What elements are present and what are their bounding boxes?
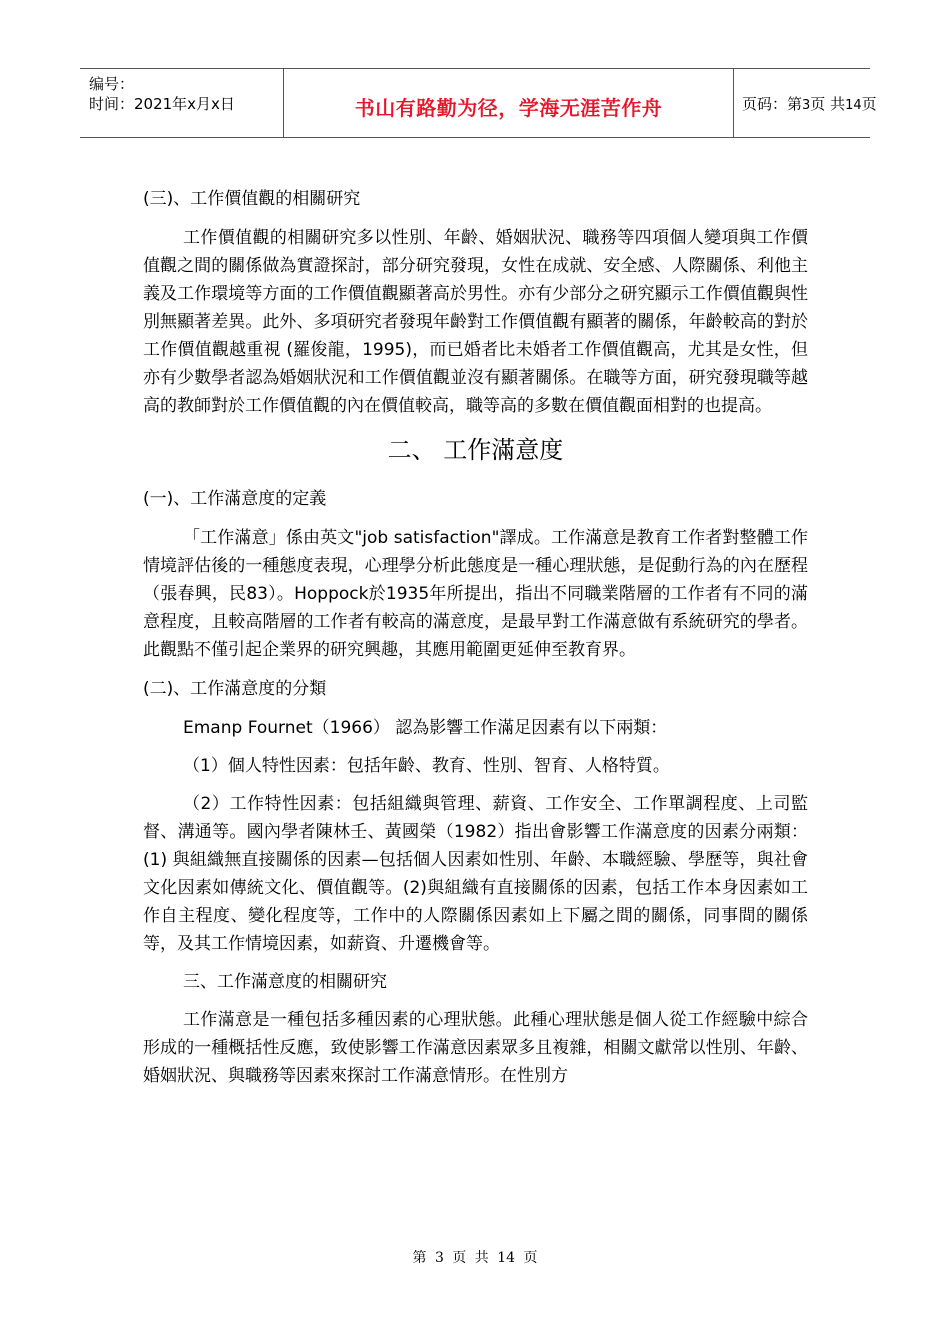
- section-title: 二、 工作滿意度: [387, 436, 564, 464]
- page-label-suffix: 页: [861, 95, 877, 113]
- paragraph: （2）工作特性因素：包括組織與管理、薪資、工作安全、工作單調程度、上司監督、溝通等。國內學者陳林壬、黃國榮（1982）指出會影響工作滿意度的因素分兩類：(1) 與組織無直接關係的因素—包括個人因素如性別、年齡、本職經驗、學歷等，與社會文化因素如傳統文化、價值觀等。(2)與組織有直接關係的因素，包括工作本身因素如工作自主程度、變化程度等，工作中的人際關係因素如上下屬之間的關係，同事間的關係等，及其工作情境因素，如薪資、升遷機會等。: [143, 794, 808, 954]
- document-body: [143, 184, 808, 1100]
- list-item: Emanp Fournet（1966） 認為影響工作滿足因素有以下兩類：: [183, 718, 668, 738]
- header-info-cell: [80, 69, 280, 137]
- paragraph: 工作價值觀的相關研究多以性別、年齡、婚姻狀況、職務等四項個人變項與工作價值觀之間的關係做為實證探討，部分研究發現，女性在成就、安全感、人際關係、利他主義及工作環境等方面的工作價值觀顯著高於男性。亦有少部分之研究顯示工作價值觀與性別無顯著差異。此外、多項研究者發現年齡對工作價值觀有顯著的關係，年齡較高的對於工作價值觀越重視 (羅俊龍，1995)，而已婚者比未婚者工作價值觀高，尤其是女性，但亦有少數學者認為婚姻狀況和工作價值觀並沒有顯著關係。在職等方面，研究發現職等越高的教師對於工作價值觀的內在價值較高，職等高的多數在價值觀面相對的也提高。: [143, 228, 808, 416]
- page-indicator: [742, 93, 877, 114]
- header-page-cell: [733, 69, 877, 137]
- subsection-heading: 三、工作滿意度的相關研究: [183, 972, 387, 992]
- paragraph: 「工作滿意」係由英文"job satisfaction"譯成。工作滿意是教育工作者對整體工作情境評估後的一種態度表現，心理學分析此態度是一種心理狀態，是促動行為的內在歷程（張春興，民83）。Hoppock於1935年所提出，指出不同職業階層的工作者有不同的滿意程度，且較高階層的工作者有較高的滿意度，是最早對工作滿意做有系統研究的學者。此觀點不僅引起企業界的研究興趣，其應用範圍更延伸至教育界。: [143, 528, 808, 660]
- number-label: 编号：: [89, 75, 135, 93]
- page-current: 3: [802, 98, 811, 113]
- time-label: 时间：2021年x月x日: [89, 95, 235, 113]
- subsection-heading: (一)、工作滿意度的定義: [143, 489, 327, 509]
- list-item: （1）個人特性因素：包括年齡、教育、性別、智育、人格特質。: [183, 756, 670, 776]
- header-motto-cell: [283, 69, 734, 137]
- subsection-heading: (二)、工作滿意度的分類: [143, 679, 327, 699]
- page-footer: 第 3 页 共 14 页: [412, 1250, 538, 1266]
- motto-text: 书山有路勤为径，学海无涯苦作舟: [354, 96, 663, 120]
- subsection-heading: (三)、工作價值觀的相關研究: [143, 189, 361, 209]
- page-total: 14: [845, 98, 862, 113]
- page-label-mid: 页 共: [810, 95, 846, 113]
- page-header: [80, 68, 877, 138]
- paragraph: 工作滿意是一種包括多種因素的心理狀態。此種心理狀態是個人從工作經驗中綜合形成的一種概括性反應，致使影響工作滿意因素眾多且複雜，相關文獻常以性別、年齡、婚姻狀況、與職務等因素來探討工作滿意情形。在性別方: [143, 1010, 808, 1086]
- page-label-prefix: 页码：第: [742, 95, 803, 113]
